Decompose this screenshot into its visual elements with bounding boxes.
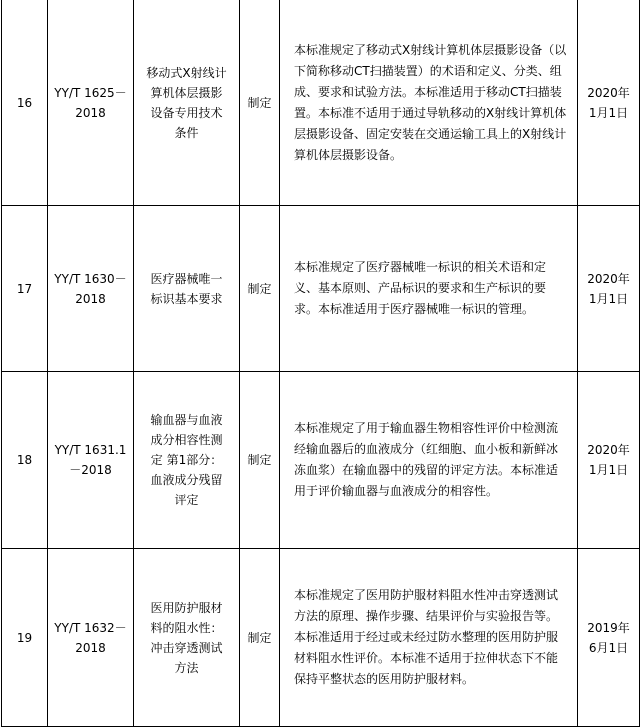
effective-date xyxy=(578,549,640,727)
standard-description: 本标准规定了医疗器械唯一标识的相关术语和定义、基本原则、产品标识的要求和生产标识的要求。本标准适用于医疗器械唯一标识的管理。 xyxy=(280,206,578,372)
standard-code xyxy=(48,206,134,372)
standard-name xyxy=(134,206,240,372)
standard-code-text: YY/T 1625－ 2018 xyxy=(54,85,127,120)
effective-date xyxy=(578,372,640,549)
table-row xyxy=(2,549,640,727)
standard-name-text: 医用防护服材 料的阻水性： 冲击穿透测试 方法 xyxy=(150,600,223,675)
standard-type: 制定 xyxy=(240,0,280,206)
effective-date-text: 2020年 1月1日 xyxy=(587,271,630,306)
standard-description: 本标准规定了医用防护服材料阻水性冲击穿透测试方法的原理、操作步骤、结果评价与实验报告等。本标准适用于经过或未经过防水整理的医用防护服材料阻水性评价。本标准不适用于拉伸状态下不能保持平整状态的医用防护服材料。 xyxy=(280,549,578,727)
row-number: 17 xyxy=(2,206,48,372)
effective-date-text: 2019年 6月1日 xyxy=(587,620,630,655)
standard-type: 制定 xyxy=(240,206,280,372)
standard-type: 制定 xyxy=(240,372,280,549)
row-number: 18 xyxy=(2,372,48,549)
standard-name xyxy=(134,372,240,549)
standard-code-text: YY/T 1630－ 2018 xyxy=(54,271,127,306)
standard-name-text: 医疗器械唯一 标识基本要求 xyxy=(150,271,223,306)
effective-date-text: 2020年 1月1日 xyxy=(587,443,630,477)
standard-type: 制定 xyxy=(240,549,280,727)
effective-date xyxy=(578,0,640,206)
standard-code-text: YY/T 1632－ 2018 xyxy=(54,620,127,655)
table-row xyxy=(2,372,640,549)
standard-code xyxy=(48,0,134,206)
standard-code xyxy=(48,549,134,727)
standard-description: 本标准规定了用于输血器生物相容性评价中检测流经输血器后的血液成分（红细胞、血小板和新鲜冰冻血浆）在输血器中的残留的评定方法。本标准适用于评价输血器与血液成分的相容性。 xyxy=(280,372,578,549)
effective-date xyxy=(578,206,640,372)
row-number: 19 xyxy=(2,549,48,727)
table-row xyxy=(2,0,640,206)
standard-description: 本标准规定了移动式X射线计算机体层摄影设备（以下简称移动CT扫描装置）的术语和定义、分类、组成、要求和试验方法。本标准适用于移动CT扫描装置。本标准不适用于通过导轨移动的X射线计算机体层摄影设备、固定安装在交通运输工具上的X射线计算机体层摄影设备。 xyxy=(280,0,578,206)
standard-code xyxy=(48,372,134,549)
standard-name xyxy=(134,549,240,727)
effective-date-text: 2020年 1月1日 xyxy=(587,85,630,120)
standards-table xyxy=(1,0,640,727)
standard-code-text: YY/T 1631.1 －2018 xyxy=(54,443,127,477)
standard-name-text: 移动式X射线计 算机体层摄影 设备专用技术 条件 xyxy=(146,65,227,140)
standard-name-text: 输血器与血液 成分相容性测 定 第1部分： 血液成分残留 评定 xyxy=(150,413,223,507)
standard-name xyxy=(134,0,240,206)
row-number: 16 xyxy=(2,0,48,206)
table-row xyxy=(2,206,640,372)
